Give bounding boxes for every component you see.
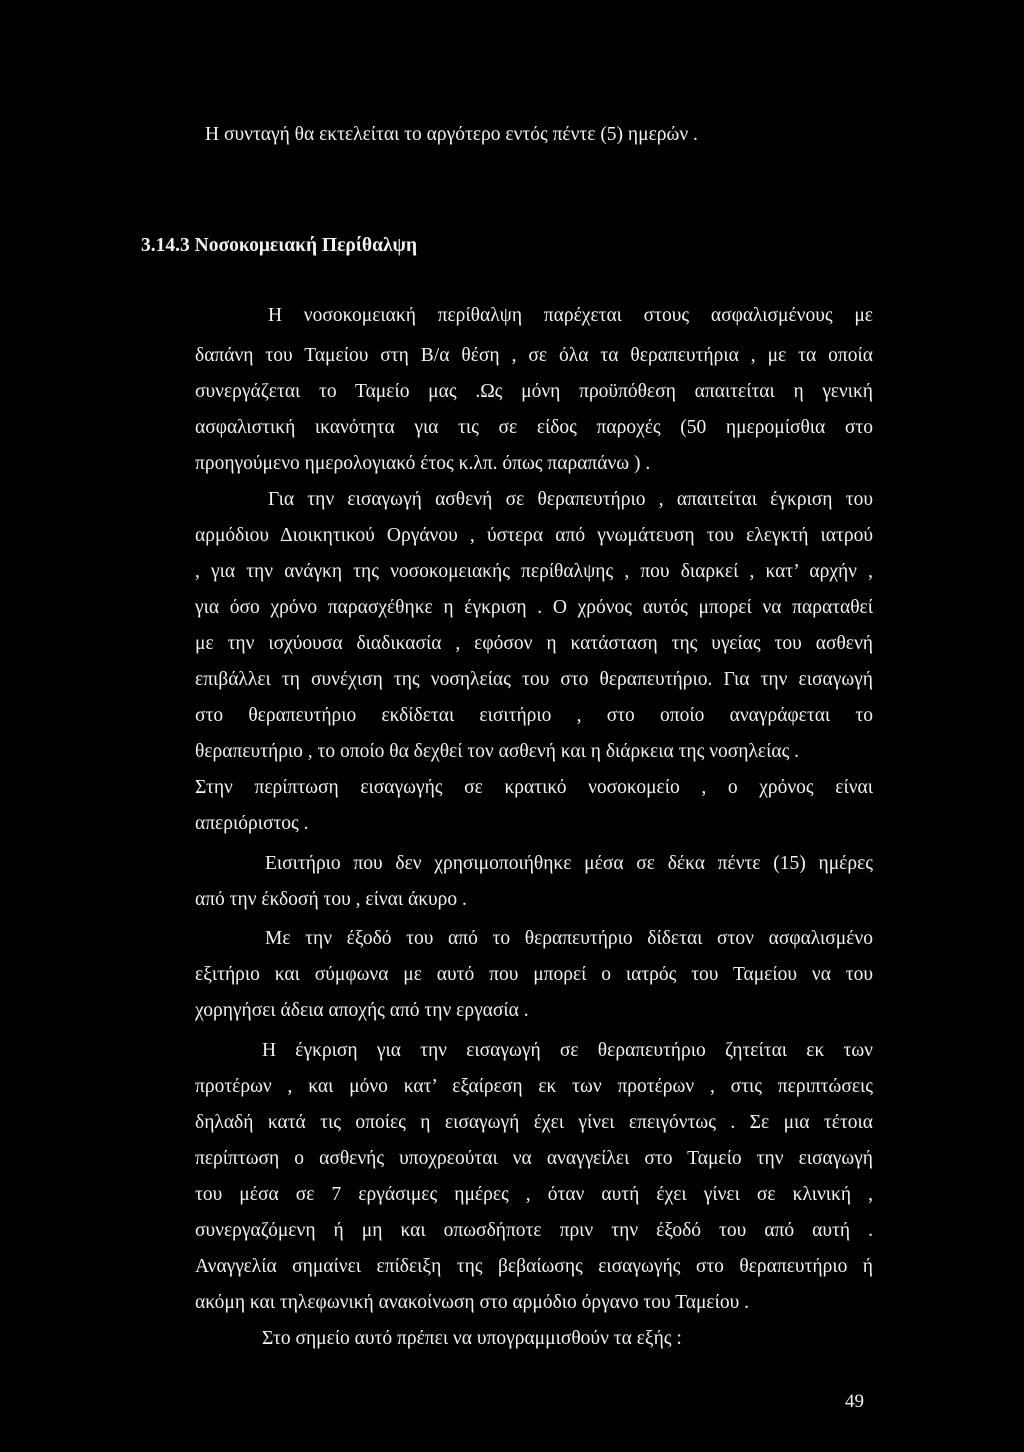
- paragraph-line: αρμόδιου Διοικητικού Οργάνου , ύστερα από γνωμάτευση του ελεγκτή ιατρού: [195, 525, 873, 546]
- paragraph-line: του μέσα σε 7 εργάσιμες ημέρες , όταν αυτή έχει γίνει σε κλινική ,: [195, 1184, 873, 1205]
- paragraph-line: Στο σημείο αυτό πρέπει να υπογραμμισθούν τα εξής :: [262, 1328, 682, 1349]
- paragraph-line: θεραπευτήριο , το οποίο θα δεχθεί τον ασθενή και η διάρκεια της νοσηλείας .: [195, 741, 800, 762]
- paragraph-line: εξιτήριο και σύμφωνα με αυτό που μπορεί ο ιατρός του Ταμείου να του: [195, 964, 873, 985]
- paragraph-line: χορηγήσει άδεια αποχής από την εργασία .: [195, 1000, 529, 1021]
- paragraph-line: από την έκδοσή του , είναι άκυρο .: [195, 889, 467, 910]
- paragraph-line: Η νοσοκομειακή περίθαλψη παρέχεται στους ασφαλισμένους με: [268, 305, 873, 326]
- paragraph-line: ακόμη και τηλεφωνική ανακοίνωση στο αρμόδιο όργανο του Ταμείου .: [195, 1292, 750, 1313]
- paragraph-line: Η έγκριση για την εισαγωγή σε θεραπευτήριο ζητείται εκ των: [262, 1040, 873, 1061]
- paragraph-line: προτέρων , και μόνο κατ’ εξαίρεση εκ των προτέρων , στις περιπτώσεις: [195, 1076, 873, 1097]
- paragraph-line: συνεργαζόμενη ή μη και οπωσδήποτε πριν την έξοδό του από αυτή .: [195, 1220, 873, 1241]
- paragraph-line: με την ισχύουσα διαδικασία , εφόσον η κατάσταση της υγείας του ασθενή: [195, 633, 873, 654]
- paragraph-line: συνεργάζεται το Ταμείο μας .Ως μόνη προϋπόθεση απαιτείται η γενική: [195, 381, 873, 402]
- paragraph-line: ασφαλιστική ικανότητα για τις σε είδος παροχές (50 ημερομίσθια στο: [195, 417, 873, 438]
- paragraph-line: περίπτωση ο ασθενής υποχρεούται να αναγγείλει στο Ταμείο την εισαγωγή: [195, 1148, 873, 1169]
- paragraph-line: δηλαδή κατά τις οποίες η εισαγωγή έχει γίνει επειγόντως . Σε μια τέτοια: [195, 1112, 873, 1133]
- section-heading: 3.14.3 Νοσοκομειακή Περίθαλψη: [141, 235, 418, 256]
- paragraph-line: προηγούμενο ημερολογιακό έτος κ.λπ. όπως παραπάνω ) .: [195, 453, 651, 474]
- paragraph-line: απεριόριστος .: [195, 813, 309, 834]
- paragraph-line: Στην περίπτωση εισαγωγής σε κρατικό νοσοκομείο , ο χρόνος είναι: [195, 777, 873, 798]
- paragraph-line: επιβάλλει τη συνέχιση της νοσηλείας του στο θεραπευτήριο. Για την εισαγωγή: [195, 669, 873, 690]
- intro-line: Η συνταγή θα εκτελείται το αργότερο εντός πέντε (5) ημερών .: [205, 124, 698, 145]
- paragraph-line: για όσο χρόνο παρασχέθηκε η έγκριση . Ο χρόνος αυτός μπορεί να παραταθεί: [195, 597, 873, 618]
- paragraph-line: , για την ανάγκη της νοσοκομειακής περίθαλψης , που διαρκεί , κατ’ αρχήν ,: [195, 561, 873, 582]
- paragraph-line: Αναγγελία σημαίνει επίδειξη της βεβαίωσης εισαγωγής στο θεραπευτήριο ή: [195, 1256, 873, 1277]
- paragraph-line: Με την έξοδό του από το θεραπευτήριο δίδεται στον ασφαλισμένο: [265, 928, 873, 949]
- paragraph-line: Για την εισαγωγή ασθενή σε θεραπευτήριο , απαιτείται έγκριση του: [268, 489, 873, 510]
- paragraph-line: δαπάνη του Ταμείου στη Β/α θέση , σε όλα τα θεραπευτήρια , με τα οποία: [195, 345, 873, 366]
- paragraph-line: στο θεραπευτήριο εκδίδεται εισιτήριο , στο οποίο αναγράφεται το: [195, 705, 873, 726]
- page-number: 49: [845, 1391, 864, 1412]
- paragraph-line: Εισιτήριο που δεν χρησιμοποιήθηκε μέσα σε δέκα πέντε (15) ημέρες: [265, 853, 873, 874]
